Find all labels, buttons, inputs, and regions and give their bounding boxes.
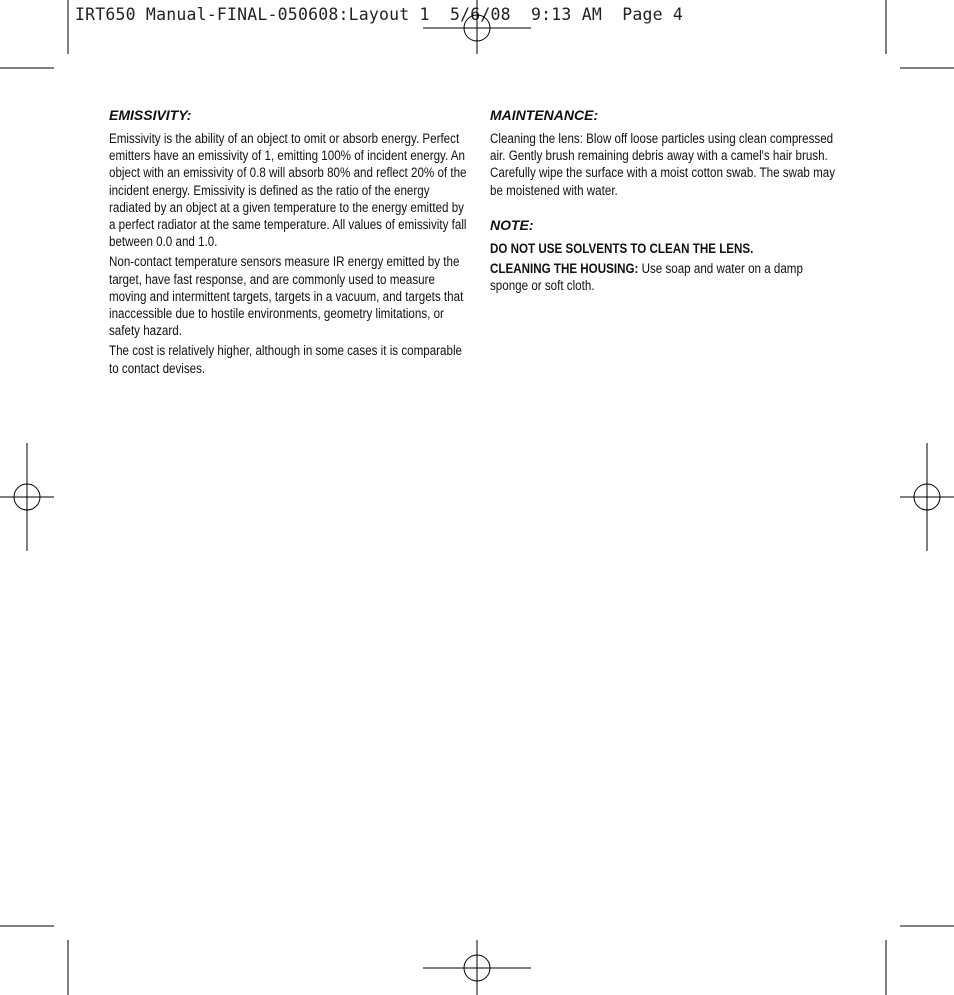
registration-mark-bottom <box>423 940 531 995</box>
emissivity-heading: EMISSIVITY: <box>109 107 192 123</box>
maintenance-section <box>490 106 840 297</box>
note-warning: DO NOT USE SOLVENTS TO CLEAN THE LENS. <box>490 240 754 256</box>
maintenance-paragraph: Cleaning the lens: Blow off loose particles using clean compressed air. Gently brush remaining debris away with a camel's hair brush. Carefully wipe the surface with a moist cotton swab. The swab may be moistened with water. <box>490 131 836 198</box>
housing-label: CLEANING THE HOUSING: <box>490 261 639 277</box>
registration-mark-left <box>0 443 54 551</box>
emissivity-paragraph-3: The cost is relatively higher, although in some cases it is comparable to contact devises. <box>109 343 462 376</box>
emissivity-section <box>109 106 471 380</box>
registration-mark-right <box>900 443 954 551</box>
maintenance-heading: MAINTENANCE: <box>490 107 599 123</box>
section-gap <box>490 202 840 216</box>
housing-text: Use soap and water on a damp sponge or soft cloth. <box>490 261 803 294</box>
note-heading: NOTE: <box>490 216 534 233</box>
emissivity-paragraph-2: Non-contact temperature sensors measure IR energy emitted by the target, have fast response, and are commonly used to measure moving and intermittent targets, targets in a vacuum, and targets that inaccessible due to hostile environments, geometry limitations, or safety hazard. <box>109 254 464 339</box>
housing-paragraph <box>490 260 839 294</box>
emissivity-paragraph-1: Emissivity is the ability of an object to omit or absorb energy. Perfect emitters have an emissivity of 1, emitting 100% of incident energy. An object with an emissivity of 0.8 will absorb 80% and reflect 20% of the incident energy. Emissivity is defined as the ratio of the energy radiated by an object at a given temperature to the energy emitted by a perfect radiator at the same temperature. All values of emissivity fall between 0.0 and 1.0. <box>109 131 467 250</box>
registration-mark-top <box>423 0 531 54</box>
slug-line: IRT650 Manual-FINAL-050608:Layout 1 5/6/08 9:13 AM Page 4 <box>75 5 684 24</box>
